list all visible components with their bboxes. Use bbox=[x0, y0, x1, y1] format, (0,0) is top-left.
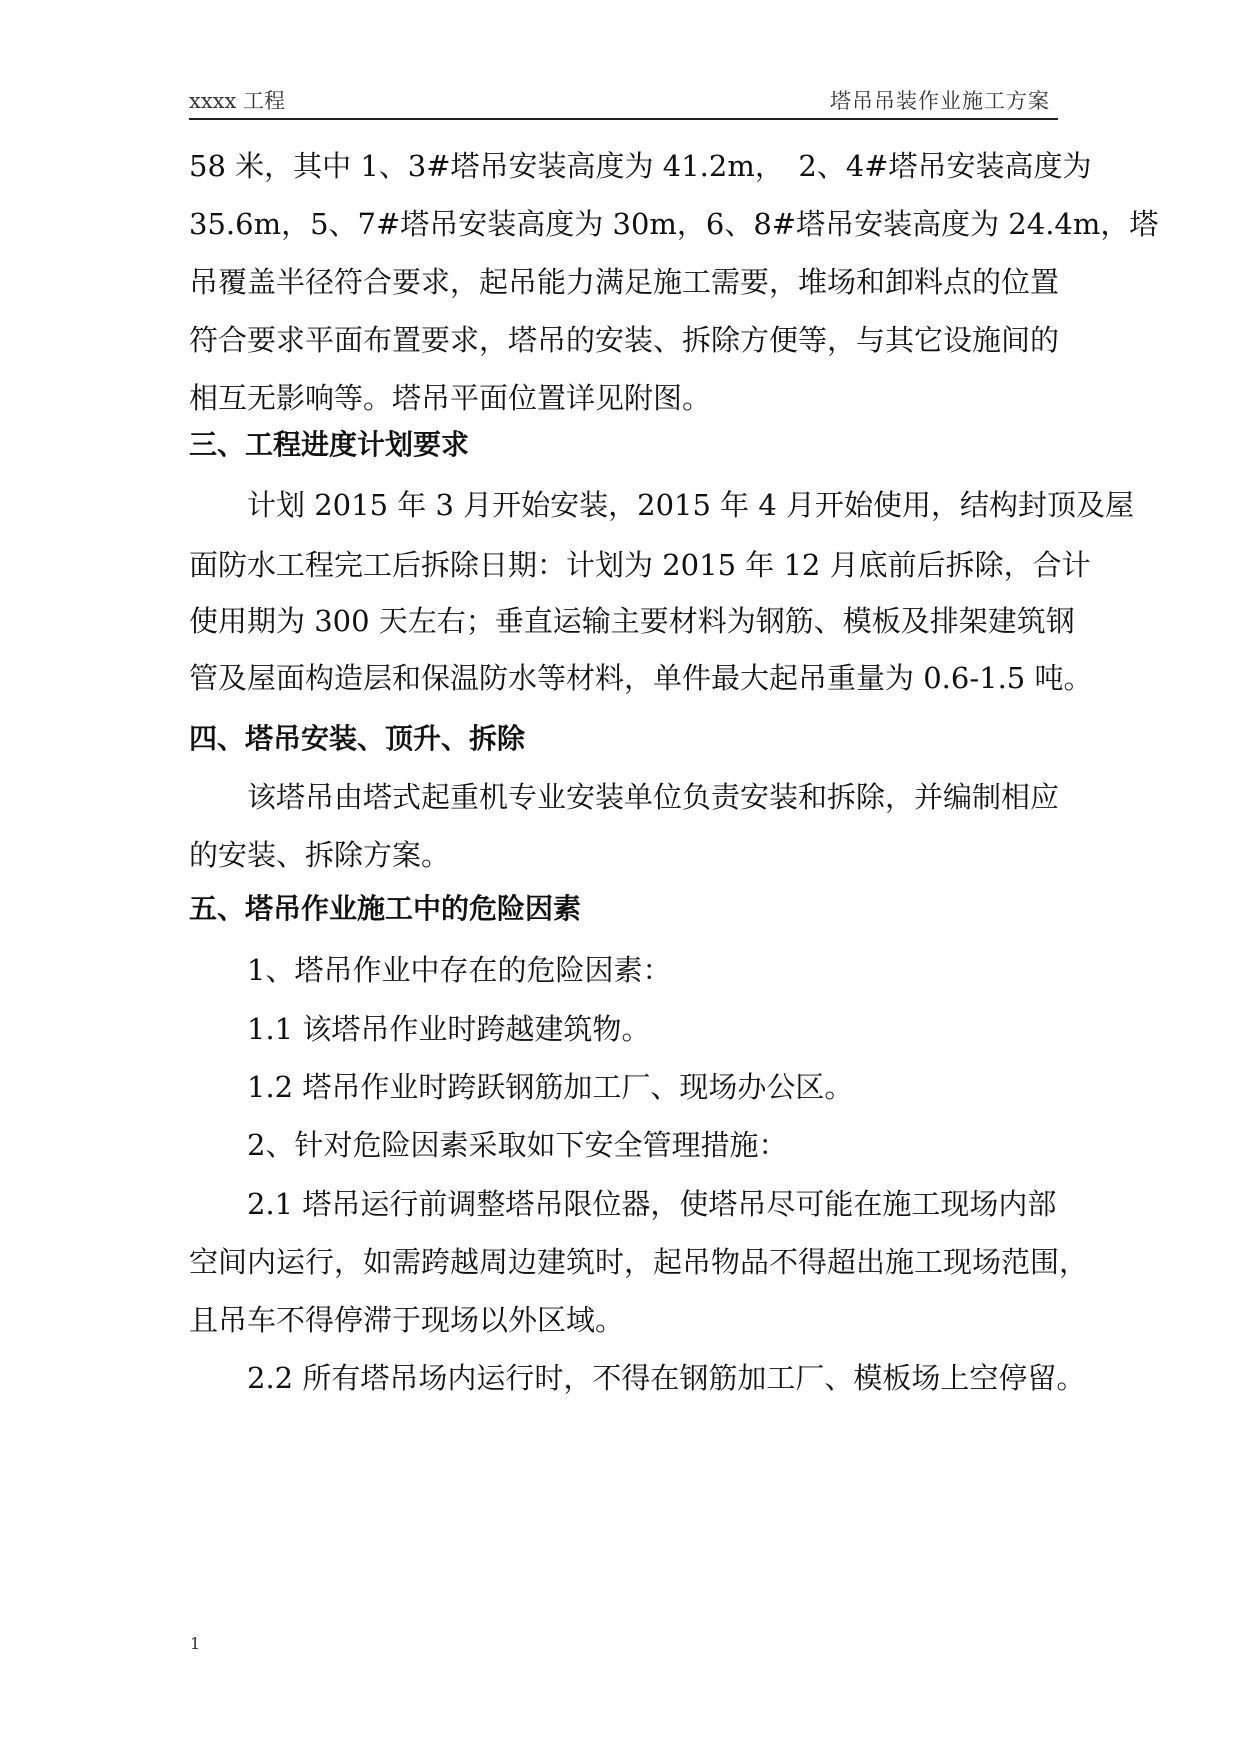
paragraph-line: 58 米，其中 1、3#塔吊安装高度为 41.2m， 2、4#塔吊安装高度为 bbox=[189, 149, 1092, 183]
paragraph-line: 计划 2015 年 3 月开始安装，2015 年 4 月开始使用，结构封顶及屋 bbox=[247, 488, 1135, 522]
list-item: 1.1 该塔吊作业时跨越建筑物。 bbox=[247, 1012, 651, 1046]
page-number: 1 bbox=[190, 1634, 201, 1653]
section-heading-4: 四、塔吊安装、顶升、拆除 bbox=[189, 722, 526, 755]
paragraph-line: 符合要求平面布置要求，塔吊的安装、拆除方便等，与其它设施间的 bbox=[189, 323, 1060, 357]
section-heading-3: 三、工程进度计划要求 bbox=[189, 428, 470, 461]
paragraph-line: 空间内运行，如需跨越周边建筑时，起吊物品不得超出施工现场范围， bbox=[189, 1245, 1089, 1279]
paragraph-line: 35.6m，5、7#塔吊安装高度为 30m，6、8#塔吊安装高度为 24.4m，塔 bbox=[189, 207, 1159, 241]
paragraph-line: 吊覆盖半径符合要求，起吊能力满足施工需要，堆场和卸料点的位置 bbox=[189, 265, 1060, 299]
paragraph-line: 面防水工程完工后拆除日期：计划为 2015 年 12 月底前后拆除，合计 bbox=[189, 548, 1091, 582]
section-heading-5: 五、塔吊作业施工中的危险因素 bbox=[189, 892, 582, 925]
paragraph-line: 使用期为 300 天左右；垂直运输主要材料为钢筋、模板及排架建筑钢 bbox=[189, 604, 1075, 638]
header-project-name: xxxx 工程 bbox=[189, 89, 286, 113]
list-item: 2、针对危险因素采取如下安全管理措施： bbox=[247, 1128, 788, 1162]
paragraph-line: 且吊车不得停滞于现场以外区域。 bbox=[189, 1303, 625, 1337]
list-item: 2.2 所有塔吊场内运行时，不得在钢筋加工厂、模板场上空停留。 bbox=[247, 1361, 1086, 1395]
list-item: 1.2 塔吊作业时跨跃钢筋加工厂、现场办公区。 bbox=[247, 1070, 854, 1104]
page-header bbox=[189, 86, 1058, 120]
list-item: 2.1 塔吊运行前调整塔吊限位器，使塔吊尽可能在施工现场内部 bbox=[247, 1187, 1057, 1221]
paragraph-line: 该塔吊由塔式起重机专业安装单位负责安装和拆除，并编制相应 bbox=[247, 780, 1060, 814]
paragraph-line: 的安装、拆除方案。 bbox=[189, 838, 451, 872]
paragraph-line: 相互无影响等。塔吊平面位置详见附图。 bbox=[189, 381, 712, 415]
paragraph-line: 管及屋面构造层和保温防水等材料，单件最大起吊重量为 0.6-1.5 吨。 bbox=[189, 661, 1093, 695]
list-item: 1、塔吊作业中存在的危险因素： bbox=[247, 953, 672, 987]
header-document-title: 塔吊吊装作业施工方案 bbox=[830, 89, 1050, 113]
